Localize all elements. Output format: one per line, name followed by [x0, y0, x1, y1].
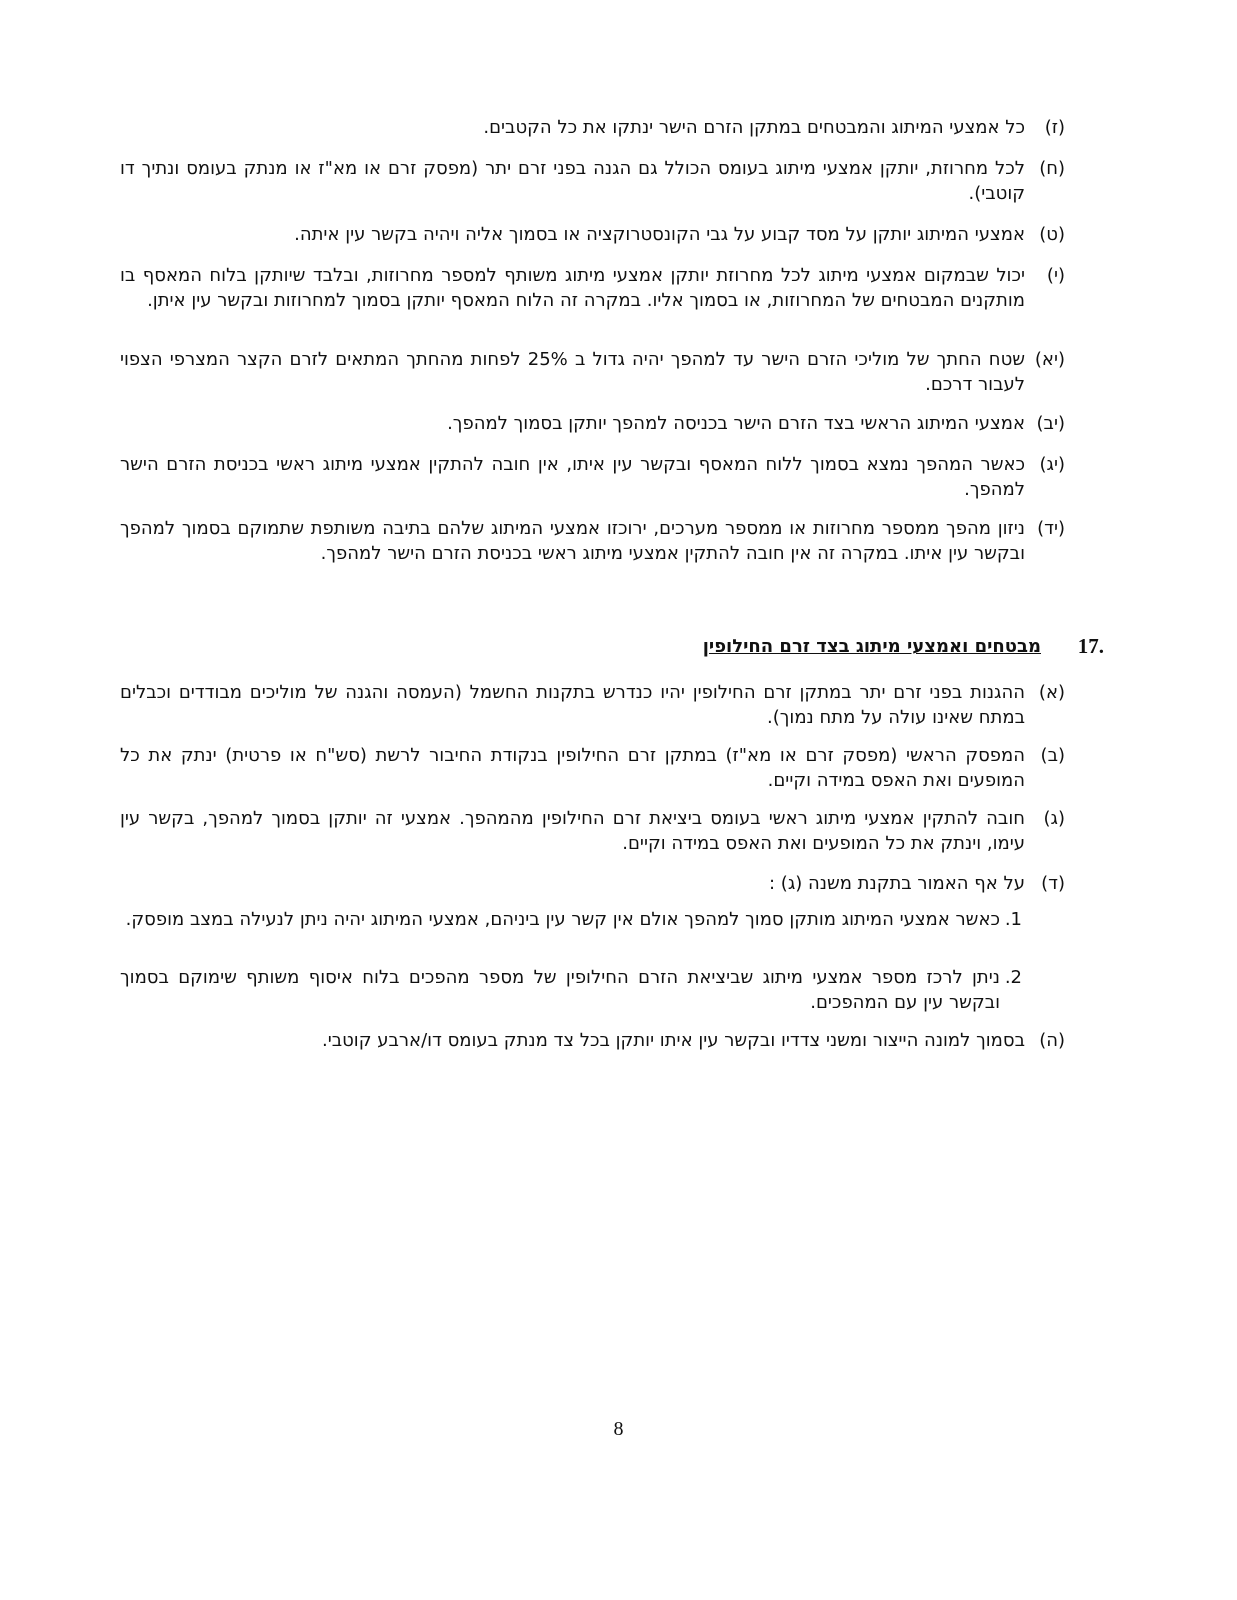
clause-ya: [120, 347, 1065, 397]
sub-clause-label: 1.: [1004, 909, 1022, 930]
clause-text: המפסק הראשי (מפסק זרם או מא"ז) במתקן זרם החילופין בנקודת החיבור לרשת (סש"ח או פרטית) ינתק את כל המופעים ואת האפס במידה וקיים.: [120, 745, 1025, 791]
clause-a: [120, 680, 1065, 730]
sub-clause-2: [120, 965, 1022, 1015]
clause-text: כל אמצעי המיתוג והמבטחים במתקן הזרם הישר ינתקו את כל הקטבים.: [483, 117, 1025, 138]
section-number: 17.: [1077, 634, 1104, 658]
sub-clause-label: 2.: [1004, 967, 1022, 988]
clause-label: (ד): [1041, 873, 1065, 894]
sub-clause-1: [120, 907, 1022, 932]
clause-y: [120, 263, 1065, 313]
clause-text: ניזון מהפך ממספר מחרוזות או ממספר מערכים, ירוכזו אמצעי המיתוג שלהם בתיבה משותפת שתמוקם בסמוך למהפך ובקשר עין איתו. במקרה זה אין חובה להתקין אמצעי מיתוג ראשי בכניסת הזרם הישר למהפך.: [120, 518, 1025, 564]
clause-z: [120, 115, 1065, 140]
clause-text: שטח החתך של מוליכי הזרם הישר עד למהפך יהיה גדול ב 25% לפחות מהחתך המתאים לזרם הקצר המצרפי הצפוי לעבור דרכם.: [120, 349, 1025, 395]
clause-label: (ט): [1039, 224, 1065, 245]
clause-label: (יד): [1037, 518, 1065, 539]
sub-clause-text: כאשר אמצעי המיתוג מותקן סמוך למהפך אולם אין קשר עין ביניהם, אמצעי המיתוג יהיה ניתן לנעילה במצב מופסק.: [125, 909, 1000, 930]
clause-d: [120, 871, 1065, 896]
clause-e: [120, 1028, 1065, 1053]
clause-text: ההגנות בפני זרם יתר במתקן זרם החילופין יהיו כנדרש בתקנות החשמל (העמסה והגנה של מוליכים מבודדים וכבלים במתח שאינו עולה על מתח נמוך).: [120, 682, 1025, 728]
clause-t: [120, 222, 1065, 247]
clause-label: (ג): [1043, 808, 1065, 829]
clause-text: כאשר המהפך נמצא בסמוך ללוח המאסף ובקשר עין איתו, אין חובה להתקין אמצעי מיתוג ראשי בכניסת הזרם הישר למהפך.: [120, 454, 1025, 500]
clause-label: (יא): [1034, 349, 1065, 370]
section-title: מבטחים ואמצעי מיתוג בצד זרם החילופין: [702, 636, 1041, 657]
clause-label: (י): [1046, 265, 1065, 286]
clause-label: (ז): [1044, 117, 1065, 138]
clause-g: [120, 806, 1065, 856]
clause-label: (יג): [1039, 454, 1065, 475]
page-number: 8: [613, 1418, 624, 1440]
clause-yg: [120, 452, 1065, 502]
clause-text: חובה להתקין אמצעי מיתוג ראשי בעומס ביציאת זרם החילופין מהמהפך. אמצעי זה יותקן בסמוך למהפך, בקשר עין עימו, וינתק את כל המופעים ואת האפס במידה וקיים.: [120, 808, 1025, 854]
clause-label: (ח): [1039, 158, 1065, 179]
clause-text: אמצעי המיתוג הראשי בצד הזרם הישר בכניסה למהפך יותקן בסמוך למהפך.: [447, 413, 1025, 434]
clause-text: על אף האמור בתקנת משנה (ג) :: [769, 873, 1025, 894]
clause-text: לכל מחרוזת, יותקן אמצעי מיתוג בעומס הכולל גם הגנה בפני זרם יתר (מפסק זרם או מא"ז או מנתק בעומס ונתיך דו קוטבי).: [120, 158, 1025, 204]
clause-label: (ה): [1039, 1030, 1065, 1051]
clause-yb: [120, 411, 1065, 436]
clause-text: יכול שבמקום אמצעי מיתוג לכל מחרוזת יותקן אמצעי מיתוג משותף למספר מחרוזות, ובלבד שיותקן בלוח המאסף בו מותקנים המבטחים של המחרוזות, או בסמוך אליו. במקרה זה הלוח המאסף יותקן בסמוך למחרוזות ובקשר עין איתן.: [120, 265, 1025, 311]
clause-label: (יב): [1036, 413, 1065, 434]
sub-clause-text: ניתן לרכז מספר אמצעי מיתוג שביציאת הזרם החילופין של מספר מהפכים בלוח איסוף משותף שימוקם בסמוך ובקשר עין עם המהפכים.: [120, 967, 1000, 1013]
clause-b: [120, 743, 1065, 793]
clause-label: (א): [1038, 682, 1065, 703]
clause-yd: [120, 516, 1065, 566]
clause-label: (ב): [1040, 745, 1065, 766]
clause-h: [120, 156, 1065, 206]
clause-text: אמצעי המיתוג יותקן על מסד קבוע על גבי הקונסטרוקציה או בסמוך אליה ויהיה בקשר עין איתה.: [294, 224, 1025, 245]
clause-text: בסמוך למונה הייצור ומשני צדדיו ובקשר עין איתו יותקן בכל צד מנתק בעומס דו/ארבע קוטבי.: [321, 1030, 1025, 1051]
